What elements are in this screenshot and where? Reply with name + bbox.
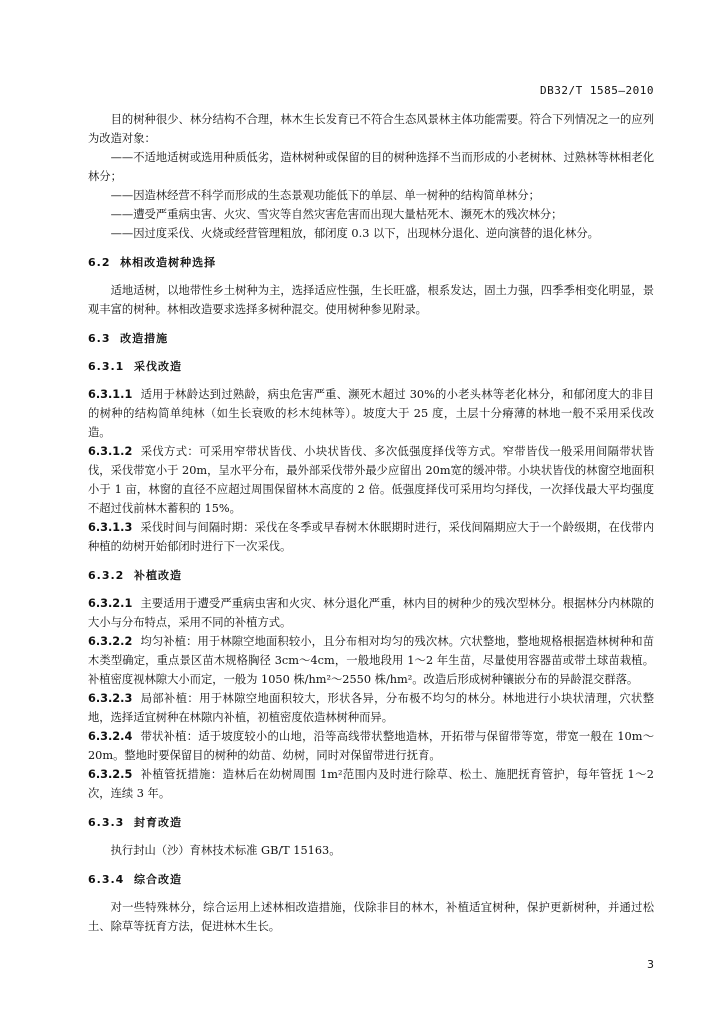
clause-number: 6.3.1.1 <box>88 388 133 401</box>
intro-item: ——因造林经营不科学而形成的生态景观功能低下的单层、单一树种的结构简单林分； <box>110 189 540 202</box>
section-title: 综合改造 <box>134 873 182 886</box>
section-title: 封育改造 <box>134 816 182 829</box>
clause-text: 局部补植：用于林隙空地面积较大，形状各异，分布极不均匀的林分。林地进行小块状清理，穴状整地，选择适宜树种在林隙内补植，初植密度依造林树种而异。 <box>88 692 654 724</box>
clause <box>88 765 654 803</box>
clause-number: 6.3.2.2 <box>88 635 133 648</box>
page-number: 3 <box>647 958 654 971</box>
section-paragraph: 执行封山（沙）育林技术标准 GB/T 15163。 <box>110 844 341 857</box>
intro-item: ——因过度采伐、火烧或经营管理粗放，郁闭度 0.3 以下，出现林分退化、逆向演替的退化林分。 <box>110 227 599 240</box>
section-title: 改造措施 <box>120 332 169 345</box>
section-paragraph: 对一些特殊林分，综合运用上述林相改造措施，伐除非目的林木，补植适宜树种，保护更新树种，并通过松土、除草等抚育方法，促进林木生长。 <box>88 901 654 933</box>
section-number: 6.3.2 <box>88 569 125 582</box>
clause-text: 补植管抚措施：造林后在幼树周围 1m²范围内及时进行除草、松土、施肥抚育管护，每年管抚 1～2 次，连续 3 年。 <box>88 768 654 800</box>
section-heading-6-3-2 <box>88 566 654 585</box>
section-heading-6-3-1 <box>88 357 654 376</box>
page-body <box>88 110 654 936</box>
clause-number: 6.3.1.2 <box>88 445 133 458</box>
clause <box>88 689 654 727</box>
section-number: 6.3.3 <box>88 816 125 829</box>
clause-number: 6.3.2.4 <box>88 730 133 743</box>
section-title: 采伐改造 <box>134 360 182 373</box>
section-heading-6-3 <box>88 329 654 348</box>
clause <box>88 442 654 518</box>
clause <box>88 632 654 689</box>
clause-text: 主要适用于遭受严重病虫害和火灾、林分退化严重，林内目的树种少的残次型林分。根据林分内林隙的大小与分布特点，采用不同的补植方式。 <box>88 597 654 629</box>
clause-number: 6.3.2.3 <box>88 692 133 705</box>
clause-number: 6.3.2.5 <box>88 768 133 781</box>
clause <box>88 727 654 765</box>
section-number: 6.3.1 <box>88 360 125 373</box>
section-heading-6-2 <box>88 253 654 272</box>
section-number: 6.3.4 <box>88 873 125 886</box>
intro-item: ——遭受严重病虫害、火灾、雪灾等自然灾害危害而出现大量枯死木、濒死木的残次林分； <box>110 208 563 221</box>
clause <box>88 518 654 556</box>
section-heading-6-3-3 <box>88 813 654 832</box>
document-code: DB32/T 1585—2010 <box>540 84 654 97</box>
clause-text: 采伐方式：可采用窄带状皆伐、小块状皆伐、多次低强度择伐等方式。窄带皆伐一般采用间隔带状皆伐，采伐带宽小于 20m，呈水平分布，最外部采伐带外最少应留出 20m宽的缓冲带。小块状皆伐的林窗空地面积小于 1 亩，林窗的直径不应超过周围保留林木高度的 2 倍。低强度择伐可采用均匀择伐，一次择伐最大平均强度不超过伐前林木蓄积的 15%。 <box>88 445 654 515</box>
clause-text: 采伐时间与间隔时期：采伐在冬季或早春树木休眠期时进行，采伐间隔期应大于一个龄级期，在伐带内种植的幼树开始郁闭时进行下一次采伐。 <box>88 521 654 553</box>
clause-number: 6.3.2.1 <box>88 597 133 610</box>
clause <box>88 385 654 442</box>
section-heading-6-3-4 <box>88 870 654 889</box>
section-number: 6.3 <box>88 332 111 345</box>
clause <box>88 594 654 632</box>
section-title: 林相改造树种选择 <box>120 256 217 269</box>
clause-text: 带状补植：适于坡度较小的山地，沿等高线带状整地造林，开拓带与保留带等宽，带宽一般在 10m～20m。整地时要保留目的树种的幼苗、幼树，同时对保留带进行抚育。 <box>88 730 654 762</box>
section-paragraph: 适地适树，以地带性乡土树种为主，选择适应性强，生长旺盛，根系发达，固土力强，四季季相变化明显，景观丰富的树种。林相改造要求选择多树种混交。使用树种参见附录。 <box>88 284 654 316</box>
section-title: 补植改造 <box>134 569 182 582</box>
clause-text: 均匀补植：用于林隙空地面积较小，且分布相对均匀的残次林。穴状整地，整地规格根据造林树种和苗木类型确定，重点景区苗木规格胸径 3cm～4cm，一般地段用 1～2 年生苗，尽量使用容器苗或带土球苗栽植。补植密度视林隙大小而定，一般为 1050 株/hm²～2550 株/hm²。改造后形成树种镶嵌分布的异龄混交群落。 <box>88 635 654 686</box>
section-number: 6.2 <box>88 256 111 269</box>
clause-number: 6.3.1.3 <box>88 521 133 534</box>
intro-item: ——不适地适树或选用种质低劣，造林树种或保留的目的树种选择不当而形成的小老树林、过熟林等林相老化林分； <box>88 151 654 183</box>
clause-text: 适用于林龄达到过熟龄，病虫危害严重、濒死木超过 30%的小老头林等老化林分，和郁闭度大的非目的树种的结构简单纯林（如生长衰败的杉木纯林等）。坡度大于 25 度，土层十分瘠薄的林地一般不采用采伐改造。 <box>88 388 654 439</box>
intro-paragraph: 目的树种很少、林分结构不合理，林木生长发育已不符合生态风景林主体功能需要。符合下列情况之一的应列为改造对象： <box>88 113 654 145</box>
